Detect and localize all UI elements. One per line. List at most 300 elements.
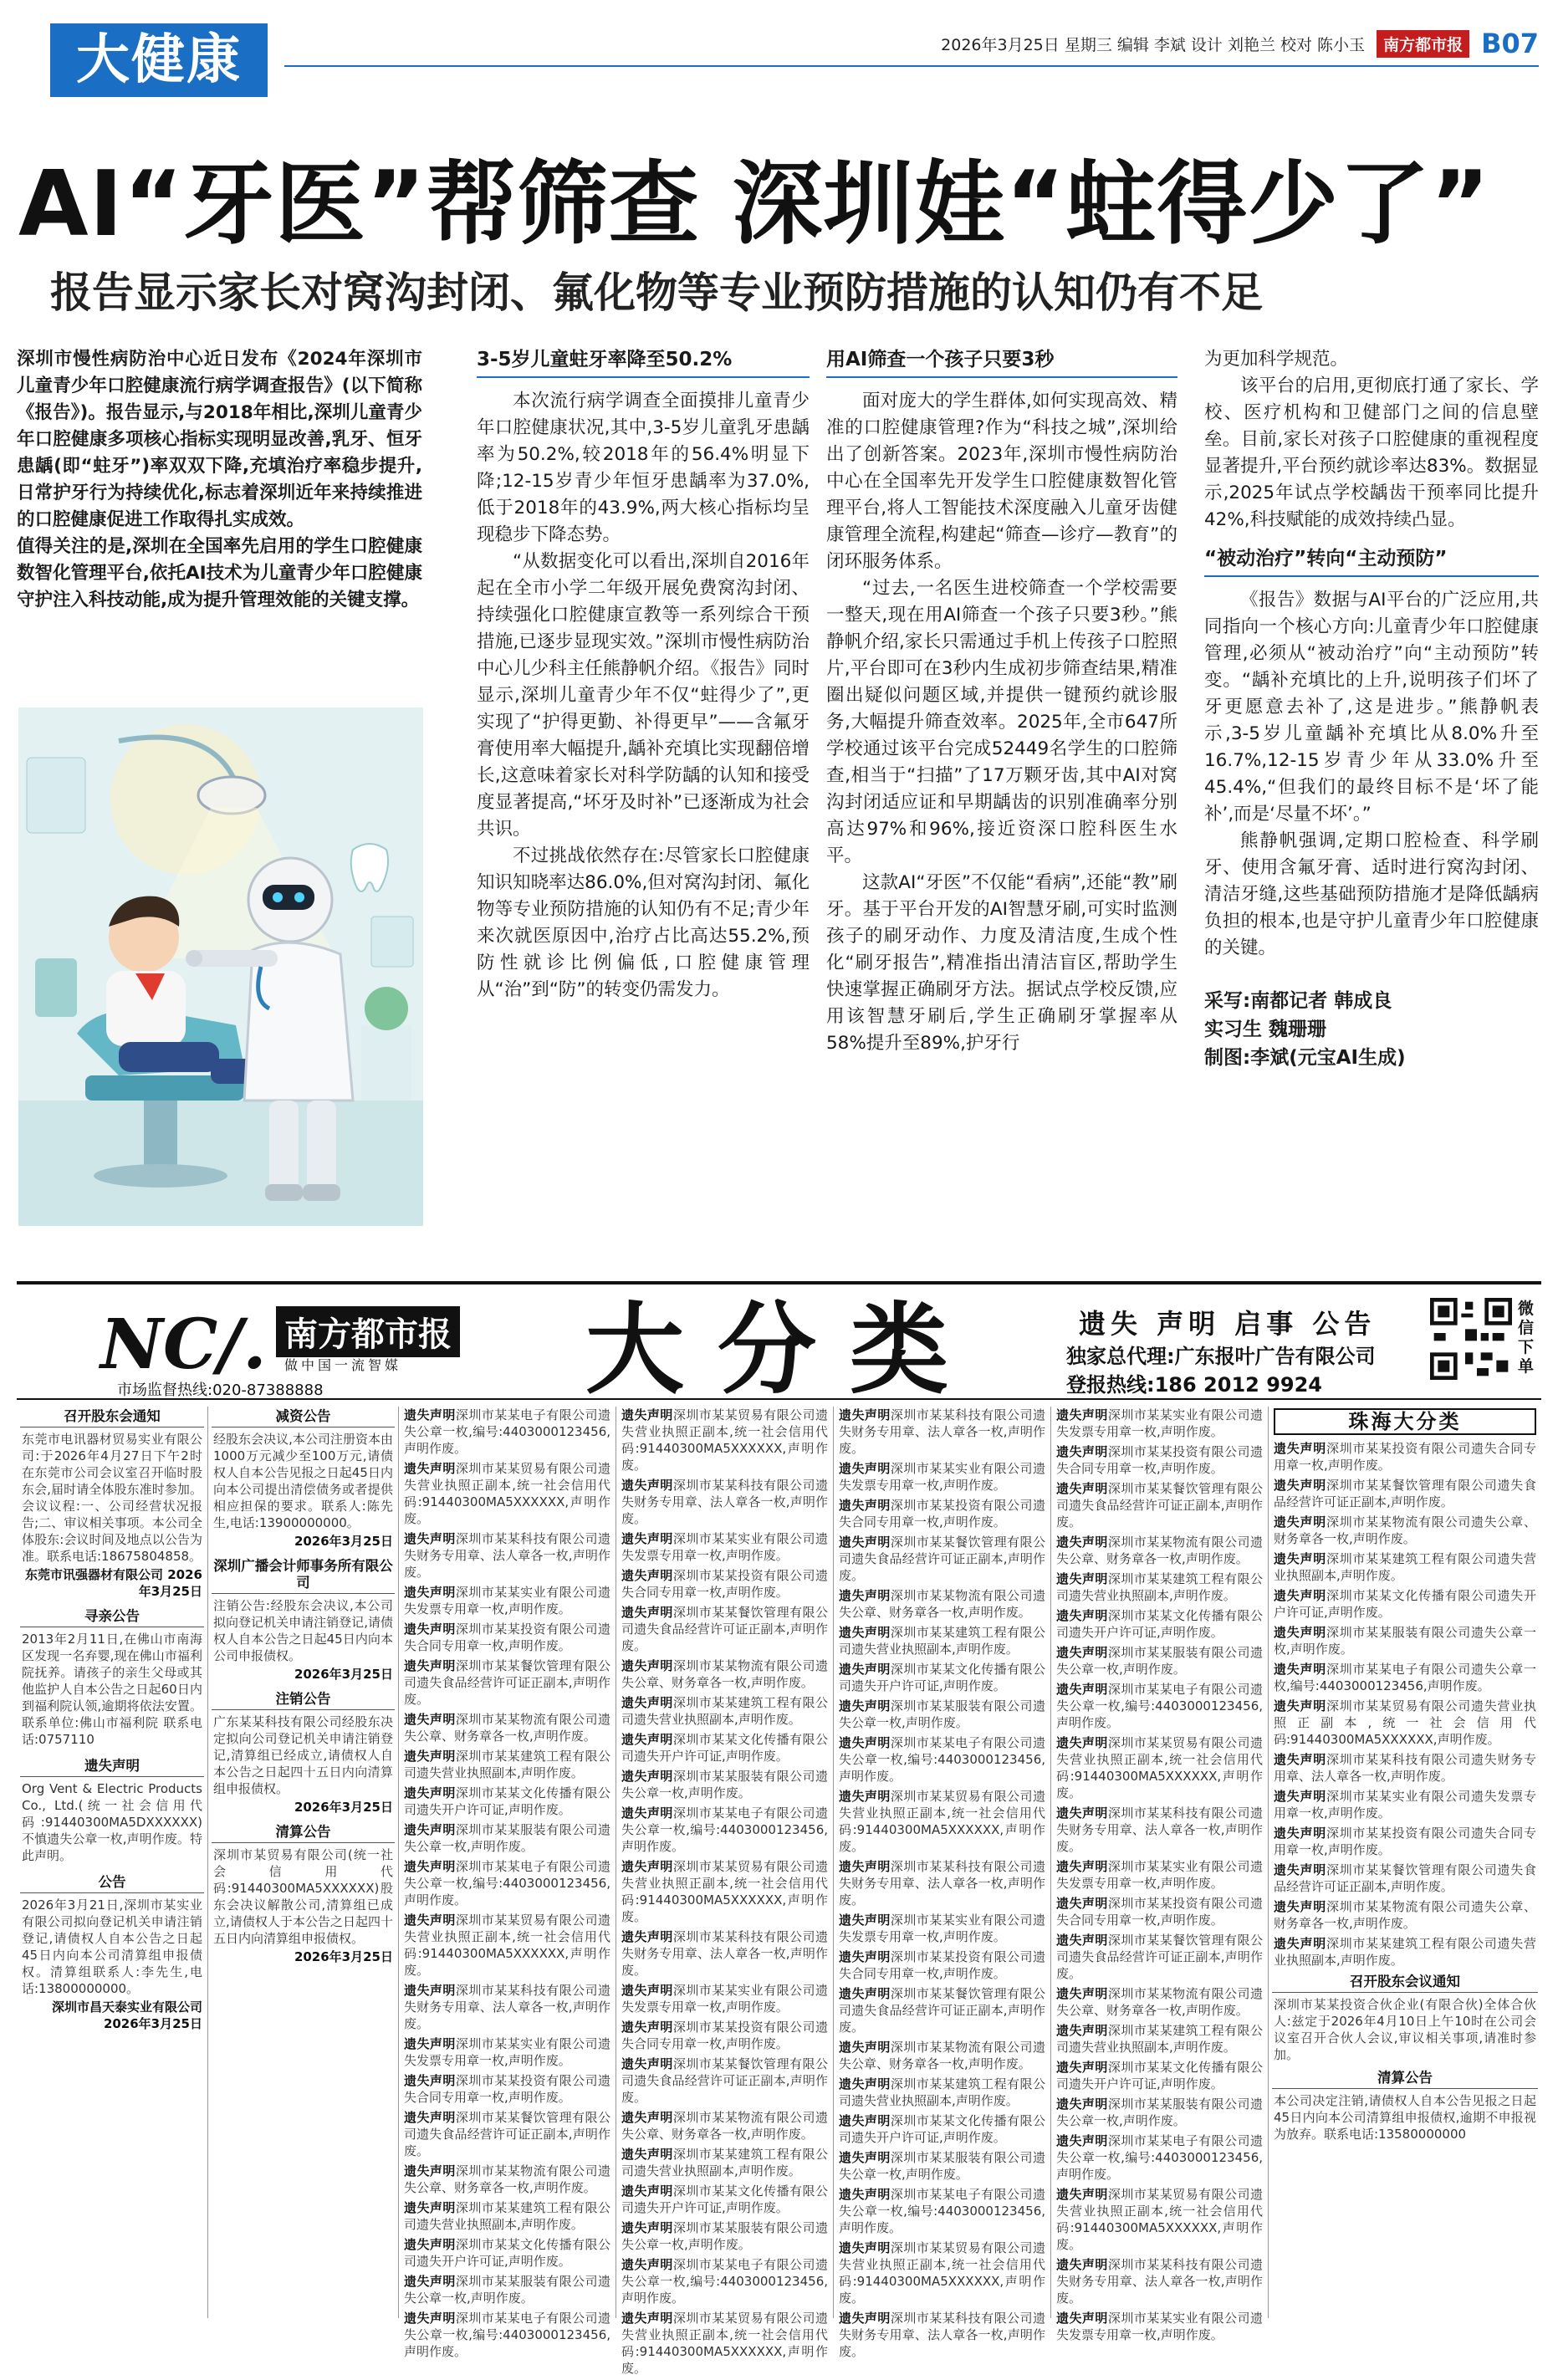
lost-notice-item (399, 2163, 616, 2199)
notice-title: 寻亲公告 (20, 1608, 204, 1627)
lost-notice-prefix: 遗失声明 (1056, 1407, 1108, 1422)
lost-notice-prefix: 遗失声明 (1274, 1551, 1326, 1566)
lost-notice-text: 深圳市某某科技有限公司遗失财务专用章、法人章各一枚,声明作废。 (1056, 1805, 1263, 1854)
lost-notice-item (834, 1497, 1050, 1534)
lost-notice-text: 深圳市某某贸易有限公司遗失营业执照正副本,统一社会信用代码:91440300MA5XXXXXX,声明作废。 (1056, 1735, 1263, 1800)
lost-notice-item (616, 2056, 833, 2109)
page-masthead (50, 18, 1539, 102)
notice-body: 深圳市某某投资合伙企业(有限合伙)全体合伙人:兹定于2026年4月10日上午10时在公司会议室召开合伙人会议,审议相关事项,请准时参加。 (1274, 1997, 1536, 2062)
lost-notice-prefix: 遗失声明 (839, 1949, 891, 1964)
lost-notice-text: 深圳市某某物流有限公司遗失公章、财务章各一枚,声明作废。 (621, 1658, 828, 1690)
zhuhai-lost-list (1269, 1440, 1541, 1972)
lost-notice-item (834, 1587, 1050, 1624)
classified-agent: 独家总代理:广东报叶广告有限公司 (1066, 1345, 1376, 1368)
lost-notice-item (1051, 2132, 1268, 2186)
lost-notice-prefix: 遗失声明 (621, 1805, 673, 1821)
lost-notice-prefix: 遗失声明 (1056, 1535, 1108, 1550)
lost-notice-item (834, 1661, 1050, 1698)
lost-notice-text: 深圳市某某科技有限公司遗失财务专用章、法人章各一枚,声明作废。 (404, 1531, 610, 1580)
lost-notice-text: 深圳市某某服装有限公司遗失公章一枚,声明作废。 (839, 1698, 1045, 1730)
article-paragraph: 为更加科学规范。 (1204, 349, 1349, 370)
lost-notice-prefix: 遗失声明 (621, 2147, 673, 2162)
lost-notice-prefix: 遗失声明 (839, 1407, 891, 1422)
byline-reporter: 采写:南都记者 韩成良 (1204, 990, 1392, 1012)
section-subhead: 3-5岁儿童蛀牙率降至50.2% (477, 346, 810, 378)
lost-notice-item (1051, 1985, 1268, 2022)
lost-notice-text: 深圳市某某餐饮管理有限公司遗失食品经营许可证正副本,声明作废。 (404, 1658, 610, 1707)
lost-notice-prefix: 遗失声明 (621, 2183, 673, 2199)
lost-notice-item (834, 1912, 1050, 1948)
lost-notice-text: 深圳市某某实业有限公司遗失发票专用章一枚,声明作废。 (621, 1983, 828, 2015)
lost-notice-text: 深圳市某某投资有限公司遗失合同专用章一枚,声明作废。 (1274, 1441, 1536, 1473)
classified-grid (17, 1407, 1541, 2376)
lost-notice-prefix: 遗失声明 (404, 2311, 456, 2326)
lost-notice-prefix: 遗失声明 (404, 1658, 456, 1673)
classified-column (207, 1407, 398, 2318)
lost-notice-prefix: 遗失声明 (1056, 2097, 1108, 2112)
lost-notice-item (834, 1948, 1050, 1985)
lost-notice-item (834, 1624, 1050, 1661)
lost-notice-text: 深圳市某某投资有限公司遗失合同专用章一枚,声明作废。 (839, 1498, 1045, 1530)
lost-notice-item (616, 1982, 833, 2019)
lost-notice-item (616, 1858, 833, 1928)
lost-notice-text: 深圳市某某电子有限公司遗失公章一枚,编号:4403000123456,声明作废。 (839, 1735, 1045, 1784)
lost-notice-item (1269, 1514, 1541, 1550)
lost-notice-item (616, 1768, 833, 1805)
lost-notice-prefix: 遗失声明 (404, 2274, 456, 2289)
lost-notice-item (834, 2240, 1050, 2310)
lost-notice-item (399, 2109, 616, 2163)
paper-slogan: 做中国一流智媒 (284, 1357, 402, 1373)
supervision-hotline: 市场监督热线:020-87388888 (117, 1382, 324, 1399)
lost-notice-prefix: 遗失声明 (621, 2257, 673, 2272)
lost-notice-prefix: 遗失声明 (1056, 2311, 1108, 2326)
lost-notice-item (616, 1928, 833, 1982)
lost-notice-prefix: 遗失声明 (1056, 2133, 1108, 2148)
notice-body: 经股东会决议,本公司注册资本由1000万元减少至100万元,请债权人自本公告见报之日起45日内向本公司提出清偿债务或者提供相应担保的要求。联系人:陈先生,电话:13900000000。 (213, 1432, 393, 1530)
lost-notice-prefix: 遗失声明 (621, 2056, 673, 2071)
lost-notice-item (399, 1785, 616, 1821)
lost-notice-item (399, 1621, 616, 1657)
lost-notice-prefix: 遗失声明 (404, 1585, 456, 1600)
lost-notice-item (1051, 1570, 1268, 1607)
article-paragraph: 熊静帆强调,定期口腔检查、科学刷牙、使用含氟牙膏、适时进行窝沟封闭、清洁牙缝,这些基础预防措施才是降低龋病负担的根本,也是守护儿童青少年口腔健康的关键。 (1204, 830, 1539, 958)
byline (1204, 987, 1539, 1072)
lost-notice-prefix: 遗失声明 (621, 1929, 673, 1944)
lost-notice-item (1269, 1661, 1541, 1698)
notice-body: 注销公告:经股东会决议,本公司拟向登记机关申请注销登记,请债权人自本公告之日起45日内向本公司申报债权。 (213, 1598, 393, 1663)
lost-notice-text: 深圳市某某餐饮管理有限公司遗失食品经营许可证正副本,声明作废。 (1274, 1862, 1536, 1894)
notice-foot: 2026年3月25日 (294, 1534, 393, 1549)
lost-notice-prefix: 遗失声明 (404, 1785, 456, 1800)
article-paragraph: 本次流行病学调查全面摸排儿童青少年口腔健康状况,其中,3-5岁儿童乳牙患龋率为50.2%,较2018年的56.4%明显下降;12-15岁青少年恒牙患龋率为37.0%,低于2018年的43.9%,两大核心指标均呈现稳步下降态势。 (477, 391, 810, 545)
lost-notice-text: 深圳市某某贸易有限公司遗失营业执照正副本,统一社会信用代码:91440300MA5XXXXXX,声明作废。 (404, 1913, 610, 1978)
lost-notice-text: 深圳市某某建筑工程有限公司遗失营业执照副本,声明作废。 (839, 2076, 1045, 2108)
lost-notice-text: 深圳市某某建筑工程有限公司遗失营业执照副本,声明作废。 (1056, 1571, 1263, 1603)
lost-notice-text: 深圳市某某建筑工程有限公司遗失营业执照副本,声明作废。 (1056, 2023, 1263, 2055)
lost-notice-text: 深圳市某某物流有限公司遗失公章、财务章各一枚,声明作废。 (404, 1712, 610, 1744)
article-paragraph: “从数据变化可以看出,深圳自2016年起在全市小学二年级开展免费窝沟封闭、持续强化口腔健康宣教等一系列综合干预措施,已逐步显现实效。”深圳市慢性病防治中心儿少科主任熊静帆介绍。《报告》同时显示,深圳儿童青少年不仅“蛀得少了”,更实现了“护得更勤、补得更早”——含氟牙膏使用率大幅提升,龋补充填比实现翻倍增长,这意味着家长对科学防龋的认知和接受度显著提高,“坏牙及时补”已逐渐成为社会共识。 (477, 551, 810, 840)
lost-notice-prefix: 遗失声明 (621, 1732, 673, 1747)
notice-body: 2026年3月21日,深圳市某实业有限公司拟向登记机关申请注销登记,请债权人自本公告之日起45日内向本公司清算组申报债权。清算组联系人:李先生,电话:13800000000。 (22, 1897, 202, 1996)
lost-notice-text: 深圳市某某建筑工程有限公司遗失营业执照副本,声明作废。 (404, 1749, 610, 1780)
lost-notice-text: 深圳市某某餐饮管理有限公司遗失食品经营许可证正副本,声明作废。 (621, 2056, 828, 2105)
lost-notice-item (1269, 1624, 1541, 1661)
lost-notice-item (1051, 1734, 1268, 1805)
lost-notice-text: 深圳市某某科技有限公司遗失财务专用章、法人章各一枚,声明作废。 (839, 2311, 1045, 2359)
lost-notice-prefix: 遗失声明 (839, 2240, 891, 2255)
lost-notice-item (1051, 1443, 1268, 1480)
lost-notice-text: 深圳市某某服装有限公司遗失公章一枚,声明作废。 (621, 2220, 828, 2252)
lost-notice-prefix: 遗失声明 (839, 1625, 891, 1640)
lost-notice-prefix: 遗失声明 (621, 1478, 673, 1493)
lost-notice-text: 深圳市某某电子有限公司遗失公章一枚,编号:4403000123456,声明作废。 (404, 1859, 610, 1908)
lost-notice-item (1051, 1681, 1268, 1734)
notice-title: 清算公告 (212, 1824, 395, 1843)
lost-notice-prefix: 遗失声明 (404, 2163, 456, 2178)
section-subhead: 用AI筛查一个孩子只要3秒 (826, 346, 1177, 378)
lost-notice-prefix: 遗失声明 (1274, 1789, 1326, 1804)
notice-title: 减资公告 (212, 1408, 395, 1427)
article-paragraph: 不过挑战依然存在:尽管家长口腔健康知识知晓率达86.0%,但对窝沟封闭、氟化物等专业预防措施的认知仍有不足;青少年来次就医原因中,治疗占比高达55.2%,预防性就诊比例偏低,口腔健康管理从“治”到“防”的转变仍需发力。 (477, 845, 810, 1000)
lost-notice-prefix: 遗失声明 (404, 2073, 456, 2088)
lost-notice-item (834, 2112, 1050, 2149)
lost-notice-text: 深圳市某某贸易有限公司遗失营业执照正副本,统一社会信用代码:91440300MA5XXXXXX,声明作废。 (404, 1461, 610, 1526)
lost-notice-prefix: 遗失声明 (404, 1531, 456, 1546)
notice-title: 深圳广播会计师事务所有限公司 (212, 1558, 395, 1594)
classified-column (398, 1407, 616, 2359)
lost-notice-item (1051, 1407, 1268, 1443)
lost-notice-text: 深圳市某某餐饮管理有限公司遗失食品经营许可证正副本,声明作废。 (1056, 1933, 1263, 1981)
notice-body: 2013年2月11日,在佛山市南海区发现一名弃婴,现在佛山市福利院抚养。请孩子的亲生父母或其他监护人自本公告之日起60日内到福利院认领,逾期将依法安置。联系单位:佛山市福利院 联系电话:0757110 (22, 1632, 202, 1747)
lost-notice-text: 深圳市某某实业有限公司遗失发票专用章一枚,声明作废。 (1056, 1859, 1263, 1891)
lost-notice-prefix: 遗失声明 (621, 2220, 673, 2235)
lost-notice-text: 深圳市某某贸易有限公司遗失营业执照正副本,统一社会信用代码:91440300MA5XXXXXX,声明作废。 (621, 1407, 828, 1473)
article-paragraph: 面对庞大的学生群体,如何实现高效、精准的口腔健康管理?作为“科技之城”,深圳给出了创新答案。2023年,深圳市慢性病防治中心在全国率先开发学生口腔健康数智化管理平台,将人工智能技术深度融入儿童牙齿健康管理全流程,构建起“筛查—诊疗—教育”的闭环服务体系。 (826, 391, 1177, 572)
classified-column (616, 1407, 833, 2376)
lead-paragraph: 深圳市慢性病防治中心近日发布《2024年深圳市儿童青少年口腔健康流行病学调查报告》(以下简称《报告》)。报告显示,与2018年相比,深圳儿童青少年口腔健康多项核心指标实现明显改善,乳牙、恒牙患龋(即“蛀牙”)率双双下降,充填治疗率稳步提升,日常护牙行为持续优化,标志着深圳近年来持续推进的口腔健康促进工作取得扎实成效。 (17, 349, 422, 530)
lost-notice-item (834, 1407, 1050, 1460)
notice-foot (17, 1748, 207, 1756)
article-paragraph: 《报告》数据与AI平台的广泛应用,共同指向一个核心方向:儿童青少年口腔健康管理,必须从“被动治疗”向“主动预防”转变。“龋补充填比的上升,说明孩子们坏了牙更愿意去补了,这是进步。”熊静帆表示,3-5岁儿童龋补充填比从8.0%升至16.7%,12-15岁青少年从33.0%升至45.4%,“但我们的最终目标不是‘坏了能补’,而是‘尽量不坏’。” (1204, 590, 1539, 825)
lost-notice-prefix: 遗失声明 (1274, 1752, 1326, 1767)
lost-notice-prefix: 遗失声明 (839, 1986, 891, 2001)
lost-notice-text: 深圳市某某实业有限公司遗失发票专用章一枚,声明作废。 (1056, 2311, 1263, 2342)
lost-notice-prefix: 遗失声明 (1274, 1441, 1326, 1456)
zhuhai-classified-title: 珠海大分类 (1274, 1408, 1536, 1435)
lost-notice-text: 深圳市某某物流有限公司遗失公章、财务章各一枚,声明作废。 (1274, 1899, 1536, 1931)
notice-body: 东莞市电讯器材贸易实业有限公司:于2026年4月27日下午2时在东莞市公司会议室召开临时股东会,届时请全体股东准时参加。会议议程:一、公司经营状况报告;二、审议相关事项。本公司全体股东:会议时间及地点以公告为准。联系电话:18675804858。 (22, 1432, 202, 1564)
lost-notice-text: 深圳市某某电子有限公司遗失公章一枚,编号:4403000123456,声明作废。 (621, 2257, 828, 2306)
lost-notice-item (616, 1805, 833, 1858)
lost-notice-item (616, 1407, 833, 1477)
lost-notice-item (1269, 1935, 1541, 1972)
lost-notice-item (399, 2035, 616, 2072)
qr-label: 微信下单 (1518, 1300, 1535, 1376)
lost-notice-item (616, 1567, 833, 1604)
lost-notice-prefix: 遗失声明 (1056, 1986, 1108, 2001)
lost-notice-prefix: 遗失声明 (621, 1859, 673, 1874)
lost-notice-item (1051, 1534, 1268, 1570)
header-rule (284, 65, 1539, 67)
lost-notice-text: 深圳市某某实业有限公司遗失发票专用章一枚,声明作废。 (404, 2036, 610, 2068)
lost-notice-item (616, 1530, 833, 1567)
lost-notice-item (1051, 1480, 1268, 1534)
lost-notice-item (616, 1657, 833, 1694)
lost-notice-text: 深圳市某某物流有限公司遗失公章、财务章各一枚,声明作废。 (839, 1588, 1045, 1620)
lost-notice-prefix: 遗失声明 (839, 2040, 891, 2055)
lost-notice-text: 深圳市某某电子有限公司遗失公章一枚,编号:4403000123456,声明作废。 (621, 1805, 828, 1854)
lost-notice-prefix: 遗失声明 (1274, 1698, 1326, 1713)
lost-notice-text: 深圳市某某投资有限公司遗失合同专用章一枚,声明作废。 (404, 2073, 610, 2105)
section-subhead: “被动治疗”转向“主动预防” (1204, 545, 1539, 577)
lost-notice-text: 深圳市某某文化传播有限公司遗失开户许可证,声明作废。 (1056, 2060, 1263, 2091)
lost-notice-item (399, 2236, 616, 2273)
lost-notice-item (834, 1734, 1050, 1788)
lost-notice-text: 深圳市某某科技有限公司遗失财务专用章、法人章各一枚,声明作废。 (404, 1983, 610, 2031)
lost-notice-prefix: 遗失声明 (839, 2311, 891, 2326)
lost-notice-item (1051, 1607, 1268, 1644)
lost-notice-text: 深圳市某某服装有限公司遗失公章一枚,声明作废。 (839, 2150, 1045, 2182)
lost-notice-prefix: 遗失声明 (839, 2113, 891, 2128)
lost-notice-text: 深圳市某某建筑工程有限公司遗失营业执照副本,声明作废。 (404, 2200, 610, 2232)
lost-notice-text: 深圳市某某实业有限公司遗失发票专用章一枚,声明作废。 (839, 1913, 1045, 1944)
lost-notice-item (1051, 2256, 1268, 2310)
lost-notice-item (834, 2039, 1050, 2076)
headline: AI“牙医”帮筛查 深圳娃“蛀得少了” (18, 152, 1491, 257)
lost-notice-text: 深圳市某某科技有限公司遗失财务专用章、法人章各一枚,声明作废。 (839, 1407, 1045, 1456)
article-paragraph: 该平台的启用,更彻底打通了家长、学校、医疗机构和卫健部门之间的信息壁垒。目前,家长对孩子口腔健康的重视程度显著提升,平台预约就诊率达83%。数据显示,2025年试点学校龋齿干预率同比提升42%,科技赋能的成效持续凸显。 (1204, 375, 1539, 530)
lost-notice-prefix: 遗失声明 (1056, 1645, 1108, 1660)
lost-notice-prefix: 遗失声明 (404, 2237, 456, 2252)
lost-notice-prefix: 遗失声明 (1056, 1859, 1108, 1874)
lost-notice-text: 深圳市某某实业有限公司遗失发票专用章一枚,声明作废。 (1056, 1407, 1263, 1439)
notice-title: 召开股东会通知 (20, 1408, 204, 1427)
wechat-qr-code-icon[interactable] (1430, 1298, 1512, 1380)
lost-notice-text: 深圳市某某投资有限公司遗失合同专用章一枚,声明作废。 (839, 1949, 1045, 1981)
lost-notice-prefix: 遗失声明 (621, 2110, 673, 2125)
lost-notice-prefix: 遗失声明 (404, 2036, 456, 2051)
lost-notice-text: 深圳市某某建筑工程有限公司遗失营业执照副本,声明作废。 (839, 1625, 1045, 1657)
lost-notice-item (616, 1604, 833, 1657)
lost-notice-text: 深圳市某某电子有限公司遗失公章一枚,编号:4403000123456,声明作废。 (1274, 1662, 1536, 1693)
notice-foot (17, 1864, 207, 1872)
lost-notice-item (1051, 2022, 1268, 2059)
lost-notice-prefix: 遗失声明 (839, 2150, 891, 2165)
lost-notice-text: 深圳市某某物流有限公司遗失公章、财务章各一枚,声明作废。 (621, 2110, 828, 2142)
lost-notice-item (616, 1477, 833, 1530)
notice-foot: 2026年3月25日 (294, 1667, 393, 1682)
lost-notice-prefix: 遗失声明 (1274, 1478, 1326, 1493)
lost-notice-item (1269, 1698, 1541, 1751)
lost-notice-text: 深圳市某某电子有限公司遗失公章一枚,编号:4403000123456,声明作废。 (404, 1407, 610, 1456)
lost-notice-text: 深圳市某某贸易有限公司遗失营业执照正副本,统一社会信用代码:91440300MA5XXXXXX,声明作废。 (839, 2240, 1045, 2306)
lost-notice-item (616, 1731, 833, 1768)
lost-notice-item (1269, 1751, 1541, 1788)
lost-notice-text: 深圳市某某餐饮管理有限公司遗失食品经营许可证正副本,声明作废。 (839, 1986, 1045, 2035)
lost-notice-text: 深圳市某某电子有限公司遗失公章一枚,编号:4403000123456,声明作废。 (404, 2311, 610, 2359)
lost-notice-prefix: 遗失声明 (1274, 1625, 1326, 1640)
lost-notice-prefix: 遗失声明 (621, 2311, 673, 2326)
lost-notice-item (399, 2072, 616, 2109)
lost-notice-text: 深圳市某某餐饮管理有限公司遗失食品经营许可证正副本,声明作废。 (1274, 1478, 1536, 1509)
lost-notice-item (1269, 1477, 1541, 1514)
notice-foot: 深圳市昌天泰实业有限公司 2026年3月25日 (51, 2000, 202, 2031)
notice-body: 深圳市某贸易有限公司(统一社会信用代码:91440300MA5XXXXXX)股东会决议解散公司,清算组已成立,请债权人于本公告之日起四十五日内向清算组申报债权。 (213, 1847, 393, 1946)
lost-notice-text: 深圳市某某文化传播有限公司遗失开户许可证,声明作废。 (621, 1732, 828, 1764)
lost-notice-text: 深圳市某某投资有限公司遗失合同专用章一枚,声明作废。 (404, 1622, 610, 1653)
lost-notice-prefix: 遗失声明 (839, 1735, 891, 1750)
lost-notice-item (1269, 1587, 1541, 1624)
lost-notice-text: 深圳市某某投资有限公司遗失合同专用章一枚,声明作废。 (1274, 1826, 1536, 1857)
page-number: B07 (1481, 28, 1539, 59)
lost-notice-text: 深圳市某某贸易有限公司遗失营业执照正副本,统一社会信用代码:91440300MA5XXXXXX,声明作废。 (621, 1859, 828, 1924)
lost-notice-prefix: 遗失声明 (404, 1712, 456, 1727)
lost-notice-item (399, 1407, 616, 1460)
lost-notice-prefix: 遗失声明 (404, 1983, 456, 1998)
lost-notice-text: 深圳市某某物流有限公司遗失公章、财务章各一枚,声明作废。 (404, 2163, 610, 2195)
lost-notice-text: 深圳市某某物流有限公司遗失公章、财务章各一枚,声明作废。 (1056, 1535, 1263, 1566)
lost-notice-text: 深圳市某某文化传播有限公司遗失开户许可证,声明作废。 (1056, 1608, 1263, 1640)
lost-notice-prefix: 遗失声明 (1056, 1805, 1108, 1821)
classified-subtitle: 遗失 声明 启事 公告 (1079, 1308, 1377, 1340)
lost-notice-item (834, 2149, 1050, 2186)
lost-notice-prefix: 遗失声明 (1274, 1662, 1326, 1677)
lost-notice-text: 深圳市某某服装有限公司遗失公章一枚,声明作废。 (404, 1822, 610, 1854)
notice-body: 本公司决定注销,请债权人自本公告见报之日起45日内向本公司清算组申报债权,逾期不申报视为放弃。联系电话:13580000000 (1274, 2093, 1536, 2142)
classified-column (1050, 1407, 1268, 2342)
lost-notice-text: 深圳市某某实业有限公司遗失发票专用章一枚,声明作废。 (404, 1585, 610, 1616)
lost-notice-item (616, 2219, 833, 2256)
lost-notice-text: 深圳市某某餐饮管理有限公司遗失食品经营许可证正副本,声明作废。 (1056, 1481, 1263, 1530)
classified-header (17, 1288, 1541, 1407)
notice-body: 广东某某科技有限公司经股东决定拟向公司登记机关申请注销登记,清算组已经成立,请债权人自本公告之日起四十五日内向清算组申报债权。 (213, 1714, 393, 1796)
lost-notice-text: 深圳市某某建筑工程有限公司遗失营业执照副本,声明作废。 (621, 2147, 828, 2178)
lost-notice-item (1269, 1440, 1541, 1477)
lost-notice-text: 深圳市某某服装有限公司遗失公章一枚,声明作废。 (1056, 2097, 1263, 2128)
lost-notice-item (399, 1821, 616, 1858)
subheadline: 报告显示家长对窝沟封闭、氟化物等专业预防措施的认知仍有不足 (50, 268, 1263, 317)
lost-notice-item (1051, 1644, 1268, 1681)
lost-notice-item (616, 1694, 833, 1731)
lost-notice-prefix: 遗失声明 (1056, 2257, 1108, 2272)
notice-title: 清算公告 (1272, 2070, 1538, 2089)
lost-notice-prefix: 遗失声明 (404, 2200, 456, 2215)
classified-column (1268, 1407, 1541, 2318)
lost-notice-text: 深圳市某某文化传播有限公司遗失开户许可证,声明作废。 (404, 1785, 610, 1817)
lost-notice-item (399, 2273, 616, 2310)
lost-notice-prefix: 遗失声明 (1056, 1481, 1108, 1496)
lost-notice-prefix: 遗失声明 (839, 1859, 891, 1874)
lost-notice-text: 深圳市某某文化传播有限公司遗失开户许可证,声明作废。 (839, 1662, 1045, 1693)
lost-notice-prefix: 遗失声明 (1274, 1826, 1326, 1841)
lost-notice-prefix: 遗失声明 (404, 1622, 456, 1637)
lost-notice-text: 深圳市某某建筑工程有限公司遗失营业执照副本,声明作废。 (1274, 1936, 1536, 1968)
lost-notice-text: 深圳市某某物流有限公司遗失公章、财务章各一枚,声明作废。 (1056, 1986, 1263, 2018)
lost-notice-item (399, 2310, 616, 2363)
lost-notice-item (616, 2256, 833, 2310)
lost-notice-text: 深圳市某某贸易有限公司遗失营业执照正副本,统一社会信用代码:91440300MA5XXXXXX,声明作废。 (1056, 2187, 1263, 2252)
byline-intern: 实习生 魏珊珊 (1204, 1019, 1327, 1040)
lost-notice-prefix: 遗失声明 (621, 1983, 673, 1998)
lost-notice-item (399, 1912, 616, 1982)
lost-notice-prefix: 遗失声明 (1056, 1444, 1108, 1459)
lost-notice-item (399, 1982, 616, 2035)
lost-notice-item (834, 1698, 1050, 1734)
classified-column (17, 1407, 207, 2318)
lost-notice-item (399, 1530, 616, 1584)
lost-notice-text: 深圳市某某贸易有限公司遗失营业执照正副本,统一社会信用代码:91440300MA5XXXXXX,声明作废。 (839, 1789, 1045, 1854)
lost-notice-prefix: 遗失声明 (1056, 1571, 1108, 1586)
lost-notice-prefix: 遗失声明 (621, 1695, 673, 1710)
lost-notice-item (399, 1657, 616, 1711)
paper-logo: 南方都市报 (1377, 30, 1469, 58)
lost-notice-prefix: 遗失声明 (1056, 1682, 1108, 1697)
lost-notice-text: 深圳市某某电子有限公司遗失公章一枚,编号:4403000123456,声明作废。 (1056, 1682, 1263, 1730)
lost-notice-prefix: 遗失声明 (1056, 1933, 1108, 1948)
lost-notice-item (1051, 1895, 1268, 1932)
article-column-4 (1204, 346, 1539, 1072)
section-badge: 大健康 (50, 23, 268, 97)
lost-notice-item (1269, 1550, 1541, 1587)
lost-notice-item (1051, 2186, 1268, 2256)
lost-notice-text: 深圳市某某物流有限公司遗失公章、财务章各一枚,声明作废。 (1274, 1514, 1536, 1546)
lost-notice-prefix: 遗失声明 (404, 1407, 456, 1422)
lost-notice-prefix: 遗失声明 (1056, 2187, 1108, 2202)
lost-notice-prefix: 遗失声明 (1056, 2023, 1108, 2038)
lead-paragraph: 值得关注的是,深圳在全国率先启用的学生口腔健康数智化管理平台,依托AI技术为儿童青少年口腔健康守护注入科技动能,成为提升管理效能的关键支撑。 (17, 536, 422, 610)
lost-notice-item (1051, 1805, 1268, 1858)
lost-notice-prefix: 遗失声明 (839, 1588, 891, 1603)
classified-phone: 登报热线:186 2012 9924 (1066, 1373, 1322, 1397)
lost-notice-item (834, 1858, 1050, 1912)
lost-notice-text: 深圳市某某文化传播有限公司遗失开户许可证,声明作废。 (839, 2113, 1045, 2145)
lost-notice-prefix: 遗失声明 (839, 1498, 891, 1513)
ai-dentist-illustration (18, 707, 423, 1226)
notice-title: 注销公告 (212, 1691, 395, 1710)
lost-notice-item (834, 1534, 1050, 1587)
classified-column (833, 1407, 1050, 2359)
lost-notice-prefix: 遗失声明 (1274, 1899, 1326, 1914)
lost-notice-item (1051, 1932, 1268, 1985)
lost-notice-text: 深圳市某某建筑工程有限公司遗失营业执照副本,声明作废。 (621, 1695, 828, 1727)
notice-foot: 2026年3月25日 (294, 1800, 393, 1815)
article-paragraph: “过去,一名医生进校筛查一个学校需要一整天,现在用AI筛查一个孩子只要3秒。”熊静帆介绍,家长只需通过手机上传孩子口腔照片,平台即可在3秒内生成初步筛查结果,精准圈出疑似问题区域,并提供一键预约就诊服务,大幅提升筛查效率。2025年,全市647所学校通过该平台完成52449名学生的口腔筛查,相当于“扫描”了17万颗牙齿,其中AI对窝沟封闭适应证和早期龋齿的识别准确率分别高达97%和96%,接近资深口腔科医生水平。 (826, 578, 1177, 866)
article-paragraph: 这款AI“牙医”不仅能“看病”,还能“教”刷牙。基于平台开发的AI智慧牙刷,可实时监测孩子的刷牙动作、力度及清洁度,生成个性化“刷牙报告”,精准指出清洁盲区,帮助学生快速掌握正确刷牙方法。据试点学校反馈,应用该智慧牙刷后,学生正确刷牙掌握率从58%提升至89%,护牙行 (826, 872, 1177, 1054)
lost-notice-prefix: 遗失声明 (404, 1913, 456, 1928)
lost-notice-item (1051, 2059, 1268, 2096)
lost-notice-text: 深圳市某某贸易有限公司遗失营业执照正副本,统一社会信用代码:91440300MA5XXXXXX,声明作废。 (1274, 1698, 1536, 1747)
classified-top-rule (17, 1281, 1541, 1284)
lost-notice-text: 深圳市某某服装有限公司遗失公章一枚,声明作废。 (1056, 1645, 1263, 1677)
lost-notice-text: 深圳市某某餐饮管理有限公司遗失食品经营许可证正副本,声明作废。 (839, 1535, 1045, 1583)
lost-notice-text: 深圳市某某建筑工程有限公司遗失营业执照副本,声明作废。 (1274, 1551, 1536, 1583)
lost-notice-text: 深圳市某某餐饮管理有限公司遗失食品经营许可证正副本,声明作废。 (404, 2110, 610, 2158)
lost-notice-text: 深圳市某某物流有限公司遗失公章、财务章各一枚,声明作废。 (839, 2040, 1045, 2071)
lost-notice-prefix: 遗失声明 (404, 2110, 456, 2125)
lost-notice-item (399, 1460, 616, 1530)
notice-body: Org Vent & Electric Products Co., Ltd.(统一社会信用代码:91440300MA5DXXXXXX)不慎遗失公章一枚,声明作废。特此声明。 (22, 1781, 202, 1863)
lost-notice-item (1269, 1788, 1541, 1825)
lost-notice-text: 深圳市某某投资有限公司遗失合同专用章一枚,声明作废。 (1056, 1444, 1263, 1476)
lost-notice-item (1269, 1825, 1541, 1862)
lost-notice-text: 深圳市某某文化传播有限公司遗失开户许可证,声明作废。 (1274, 1588, 1536, 1620)
lost-notice-prefix: 遗失声明 (1274, 1862, 1326, 1877)
article-column-3 (826, 346, 1177, 1057)
lost-notice-item (834, 2186, 1050, 2240)
notice-title: 遗失声明 (20, 1758, 204, 1777)
lost-notice-text: 深圳市某某科技有限公司遗失财务专用章、法人章各一枚,声明作废。 (839, 1859, 1045, 1908)
